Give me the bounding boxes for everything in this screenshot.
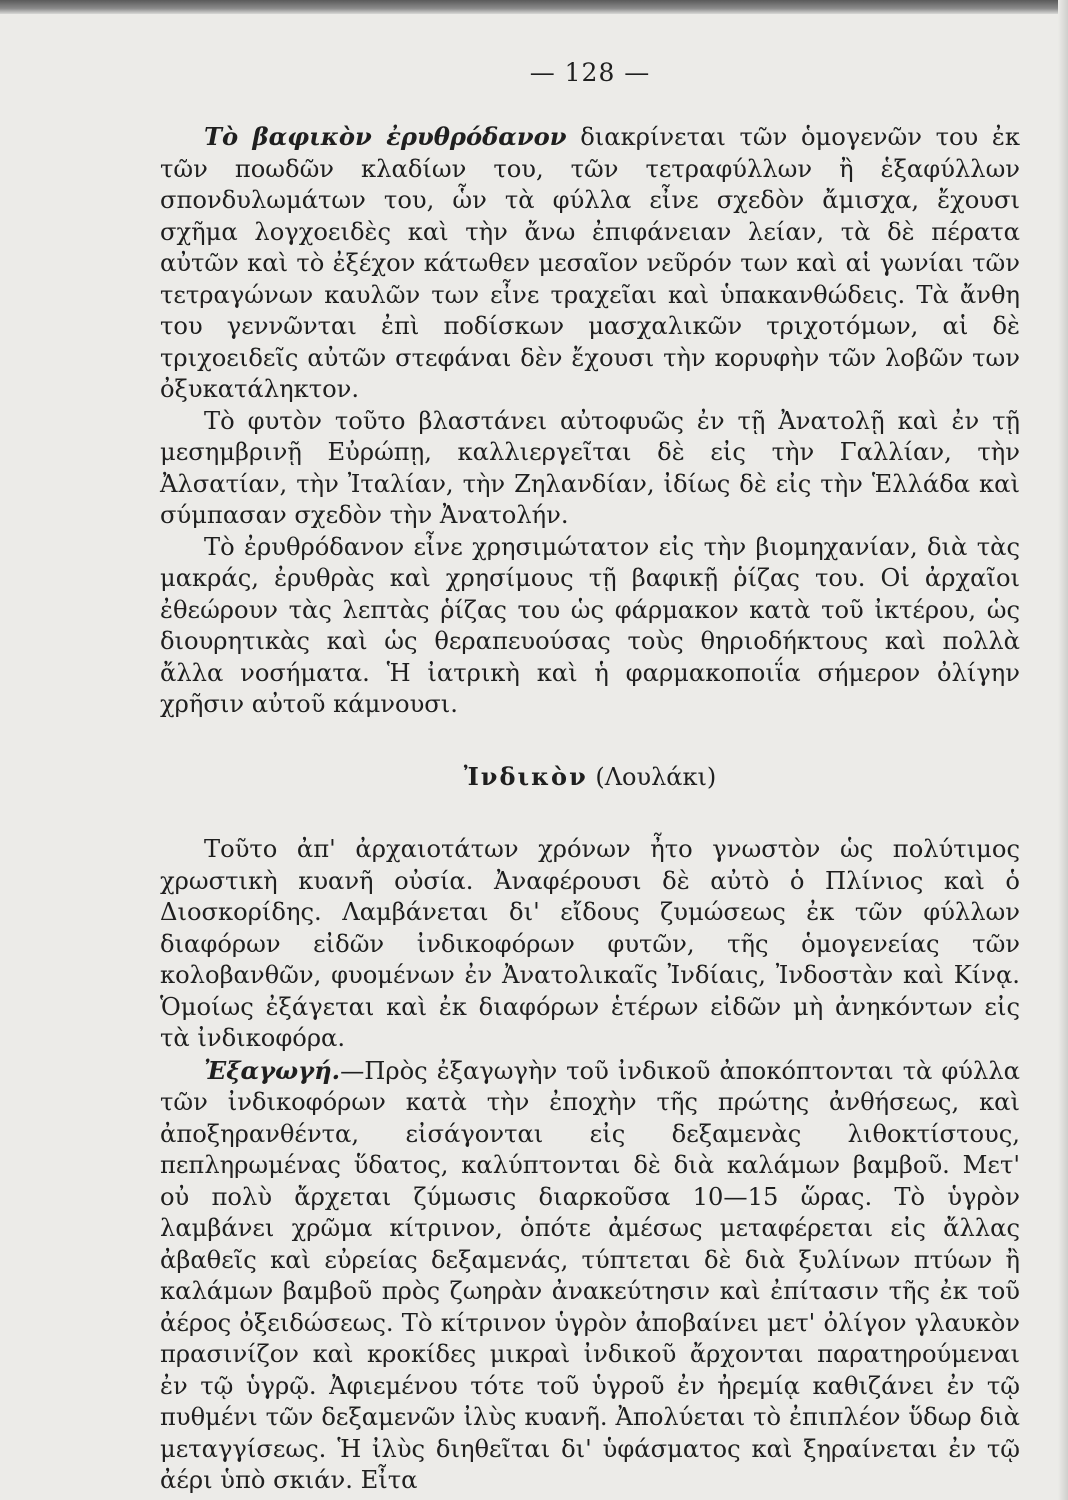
paragraph-madder-description xyxy=(160,121,1020,406)
book-page xyxy=(160,58,1020,1497)
paragraph-text: —Πρὸς ἐξαγωγὴν τοῦ ἰνδικοῦ ἀποκόπτονται τὰ φύλλα τῶν ἰνδικοφόρων κατὰ τὴν ἐποχὴν τῆς πρώτης ἀνθήσεως, καὶ ἀποξηρανθέντα, εἰσάγονται εἰς δεξαμενὰς λιθοκτίστους, πεπληρωμένας ὕδατος, καλύπτονται δὲ διὰ καλάμων βαμβοῦ. Μετ' οὐ πολὺ ἄρχεται ζύμωσις διαρκοῦσα 10—15 ὥρας. Τὸ ὑγρὸν λαμβάνει χρῶμα κίτρινον, ὁπότε ἀμέσως μεταφέρεται εἰς ἄλλας ἀβαθεῖς καὶ εὐρείας δεξαμενάς, τύπτεται δὲ διὰ ξυλίνων πτύων ἢ καλάμων βαμβοῦ πρὸς ζωηρὰν ἀνακεύτησιν καὶ ἐπίτασιν τῆς ἐκ τοῦ ἀέρος ὀξειδώσεως. Τὸ κίτρινον ὑγρὸν ἀποβαίνει μετ' ὀλίγον γλαυκὸν πρασινίζον καὶ κροκίδες μικραὶ ἰνδικοῦ ἄρχονται παρατηρούμεναι ἐν τῷ ὑγρῷ. Ἀφιεμένου τότε τοῦ ὑγροῦ ἐν ἠρεμίᾳ καθιζάνει ἐν τῷ πυθμένι τῶν δεξαμενῶν ἰλὺς κυανῆ. Ἀπολύεται τὸ ἐπιπλέον ὕδωρ διὰ μεταγγίσεως. Ἡ ἰλὺς διηθεῖται δι' ὑφάσματος καὶ ξηραίνεται ἐν τῷ ἀέρι ὑπὸ σκιάν. Εἶτα xyxy=(160,1056,1020,1494)
paragraph-indigo-history: Τοῦτο ἀπ' ἀρχαιοτάτων χρόνων ἦτο γνωστὸν ὡς πολύτιμος χρωστικὴ κυανῆ οὐσία. Ἀναφέρουσι δὲ αὐτὸ ὁ Πλίνιος καὶ ὁ Διοσκορίδης. Λαμβάνεται δι' εἴδους ζυμώσεως ἐκ τῶν φύλλων διαφόρων εἰδῶν ἰνδικοφόρων φυτῶν, τῆς ὁμογενείας τῶν κολοβανθῶν, φυομένων ἐν Ἀνατολικαῖς Ἰνδίαις, Ἰνδοστὰν καὶ Κίνᾳ. Ὁμοίως ἐξάγεται καὶ ἐκ διαφόρων ἑτέρων εἰδῶν μὴ ἀνηκόντων εἰς τὰ ἰνδικοφόρα. xyxy=(160,835,1020,1052)
paragraph-madder-habitat: Τὸ φυτὸν τοῦτο βλαστάνει αὐτοφυῶς ἐν τῇ Ἀνατολῇ καὶ ἐν τῇ μεσημβρινῇ Εὐρώπῃ, καλλιεργεῖται δὲ εἰς τὴν Γαλλίαν, τὴν Ἀλσατίαν, τὴν Ἰταλίαν, τὴν Ζηλανδίαν, ἰδίως δὲ εἰς τὴν Ἑλλάδα καὶ σύμπασαν σχεδὸν τὴν Ἀνατολήν. xyxy=(160,406,1020,529)
section-heading-indigo xyxy=(160,761,1020,794)
scan-top-edge xyxy=(0,0,1068,14)
section-title: Ἰνδικὸν xyxy=(463,761,588,791)
scan-right-edge xyxy=(1058,0,1068,1500)
paragraph-lead-term: Ἐξαγωγή. xyxy=(204,1055,341,1085)
paragraph-madder-uses: Τὸ ἐρυθρόδανον εἶνε χρησιμώτατον εἰς τὴν βιομηχανίαν, διὰ τὰς μακράς, ἐρυθρὰς καὶ χρησίμους τῇ βαφικῇ ῥίζας του. Οἱ ἀρχαῖοι ἐθεώρουν τὰς λεπτὰς ῥίζας του ὡς φάρμακον κατὰ τοῦ ἰκτέρου, ὡς διουρητικὰς καὶ ὡς θεραπευούσας τοὺς θηριοδήκτους καὶ πολλὰ ἄλλα νοσήματα. Ἡ ἰατρικὴ καὶ ἡ φαρμακοποιΐα σήμερον ὀλίγην χρῆσιν αὐτοῦ κάμνουσι. xyxy=(160,532,1020,718)
section-subtitle: (Λουλάκι) xyxy=(587,762,717,791)
paragraph-lead-term: Τὸ βαφικὸν ἐρυθρόδανον xyxy=(204,122,567,151)
page-number: — 128 — xyxy=(529,58,651,87)
paragraph-text: διακρίνεται τῶν ὁμογενῶν του ἐκ τῶν ποωδῶν κλαδίων του, τῶν τετραφύλλων ἢ ἑξαφύλλων σπονδυλωμάτων του, ὧν τὰ φύλλα εἶνε σχεδὸν ἄμισχα, ἔχουσι σχῆμα λογχοειδὲς καὶ τὴν ἄνω ἐπιφάνειαν λείαν, τὰ δὲ πέρατα αὐτῶν καὶ τὸ ἐξέχον κάτωθεν μεσαῖον νεῦρόν των καὶ αἱ γωνίαι τῶν τετραγώνων καυλῶν των εἶνε τραχεῖαι καὶ ὑπακανθώδεις. Τὰ ἄνθη του γεννῶνται ἐπὶ ποδίσκων μασχαλικῶν τριχοτόμων, αἱ δὲ τριχοειδεῖς αὐτῶν στεφάναι δὲν ἔχουσι τὴν κορυφὴν τῶν λοβῶν των ὀξυκατάληκτον. xyxy=(160,123,1020,403)
paragraph-indigo-extraction xyxy=(160,1055,1020,1497)
